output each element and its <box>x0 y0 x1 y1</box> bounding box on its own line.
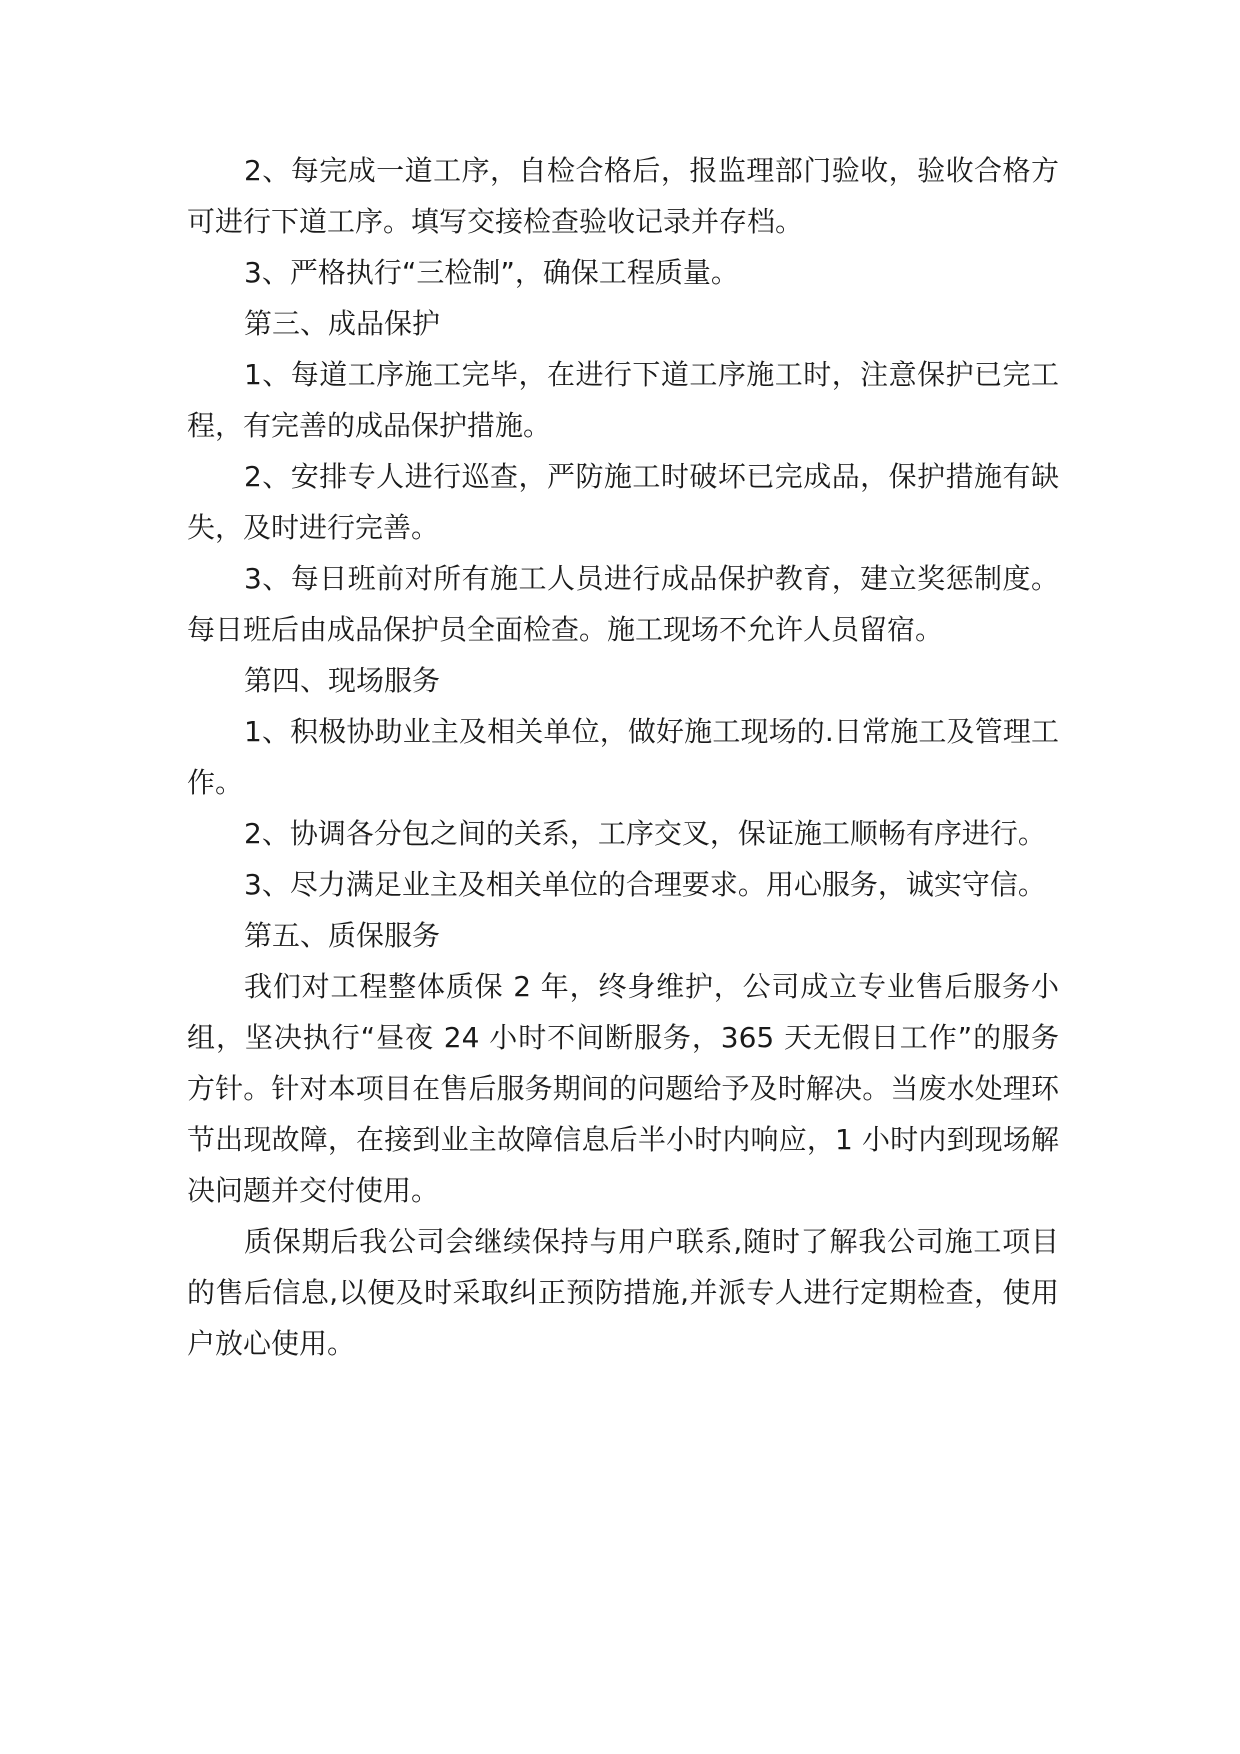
paragraph-protect-completed-work: 1、每道工序施工完毕，在进行下道工序施工时，注意保护已完工程，有完善的成品保护措施。 <box>187 358 1059 442</box>
paragraph-warranty-terms: 我们对工程整体质保 2 年，终身维护，公司成立专业售后服务小组，坚决执行“昼夜 24 小时不间断服务，365 天无假日工作”的服务方针。针对本项目在售后服务期间的问题给予及时解决。当废水处理环节出现故障，在接到业主故障信息后半小时内响应，1 小时内到现场解决问题并交付使用。 <box>187 970 1059 1207</box>
document-body <box>187 145 1059 1369</box>
paragraph-coordinate-subcontractors: 2、协调各分包之间的关系，工序交叉，保证施工顺畅有序进行。 <box>244 817 1046 850</box>
paragraph-meet-requirements: 3、尽力满足业主及相关单位的合理要求。用心服务，诚实守信。 <box>244 868 1046 901</box>
paragraph-patrol: 2、安排专人进行巡查，严防施工时破坏已完成品，保护措施有缺失，及时进行完善。 <box>187 460 1059 544</box>
paragraph-assist-owner: 1、积极协助业主及相关单位，做好施工现场的.日常施工及管理工作。 <box>187 715 1059 799</box>
paragraph-after-warranty: 质保期后我公司会继续保持与用户联系,随时了解我公司施工项目的售后信息,以便及时采取纠正预防措施,并派专人进行定期检查，使用户放心使用。 <box>187 1225 1059 1360</box>
paragraph-three-inspection: 3、严格执行“三检制”，确保工程质量。 <box>244 256 739 289</box>
section-heading-product-protection: 第三、成品保护 <box>244 307 441 340</box>
paragraph-education: 3、每日班前对所有施工人员进行成品保护教育，建立奖惩制度。每日班后由成品保护员全面检查。施工现场不允许人员留宿。 <box>187 562 1059 646</box>
paragraph-inspection-acceptance: 2、每完成一道工序，自检合格后，报监理部门验收，验收合格方可进行下道工序。填写交接检查验收记录并存档。 <box>187 154 1059 238</box>
section-heading-warranty-service: 第五、质保服务 <box>244 919 441 952</box>
section-heading-site-service: 第四、现场服务 <box>244 664 441 697</box>
